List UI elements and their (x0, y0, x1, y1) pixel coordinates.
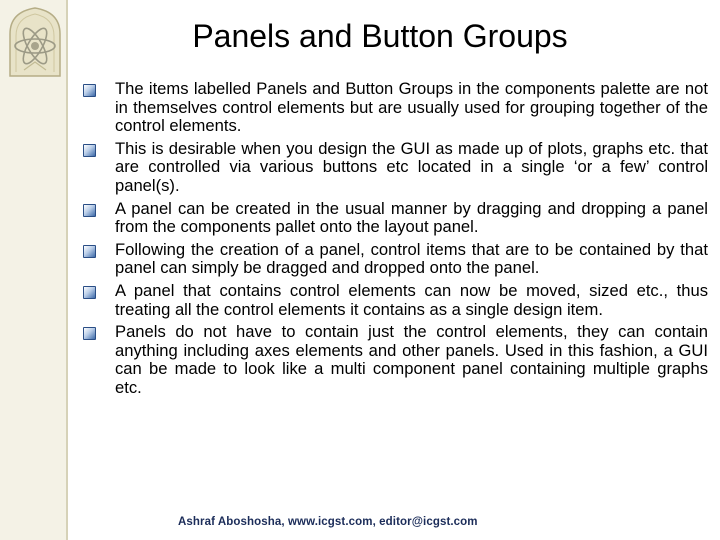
square-bullet-icon (83, 144, 96, 157)
bullet-item (78, 323, 708, 397)
decorative-sidebar (0, 0, 68, 540)
footer-credit: Ashraf Aboshosha, www.icgst.com, editor@icgst.com (178, 516, 478, 528)
square-bullet-icon (83, 286, 96, 299)
bullet-item (78, 80, 708, 136)
bullet-text: Following the creation of a panel, control items that are to be contained by that panel can simply be dragged and dropped onto the panel. (115, 239, 708, 278)
bullet-list (78, 80, 708, 402)
bullet-text: This is desirable when you design the GUI as made up of plots, graphs etc. that are controlled via various buttons etc located in a single ‘or a few’ control panel(s). (115, 138, 708, 195)
bullet-text: The items labelled Panels and Button Groups in the components palette are not in themselves control elements but are usually used for grouping together of the control elements. (115, 79, 708, 136)
sidebar-divider (66, 0, 68, 540)
bullet-item (78, 200, 708, 237)
slide-title: Panels and Button Groups (192, 18, 568, 54)
bullet-text: A panel that contains control elements can now be moved, sized etc., thus treating all the control elements it contains as a single design item. (115, 280, 708, 319)
square-bullet-icon (83, 84, 96, 97)
bullet-text: A panel can be created in the usual manner by dragging and dropping a panel from the components pallet onto the layout panel. (115, 198, 708, 237)
bullet-item (78, 140, 708, 196)
bullet-item (78, 282, 708, 319)
square-bullet-icon (83, 204, 96, 217)
atom-arch-logo-icon (4, 4, 66, 80)
square-bullet-icon (83, 327, 96, 340)
bullet-text: Panels do not have to contain just the control elements, they can contain anything including axes elements and other panels. Used in this fashion, a GUI can be made to look like a multi component panel containing multiple graphs etc. (115, 322, 708, 397)
square-bullet-icon (83, 245, 96, 258)
bullet-item (78, 241, 708, 278)
